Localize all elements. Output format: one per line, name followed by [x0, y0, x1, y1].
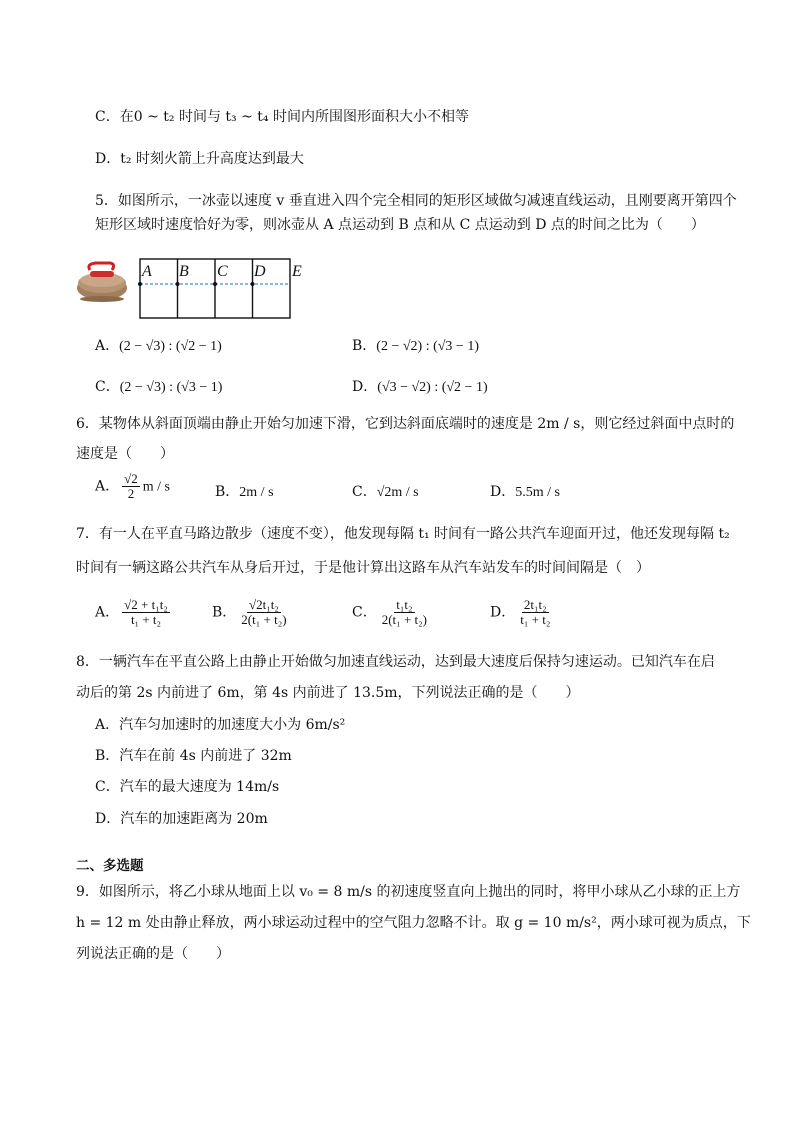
q7-stem-line2: 时间有一辆这路公共汽车从身后开过，于是他计算出这路车从汽车站发车的时间间隔是（ ） — [76, 560, 650, 576]
numerator: √2 — [124, 471, 138, 486]
option-letter: B． — [215, 484, 240, 500]
point-label-e: E — [292, 263, 302, 280]
option-letter: C． — [352, 484, 377, 500]
q7-option-c — [352, 598, 432, 627]
q8-stem-line1: 8．一辆汽车在平直公路上由静止开始做匀加速直线运动，达到最大速度后保持匀速运动。已知汽车在启 — [76, 654, 715, 670]
option-letter: C． — [95, 379, 120, 395]
point-label-a: A — [142, 263, 152, 280]
section-heading: 二、多选题 — [76, 858, 144, 874]
option-text: 汽车在前 4s 内前进了 32m — [119, 748, 292, 764]
q6-stem-line2: 速度是（ ） — [76, 446, 174, 462]
q8-option-d — [95, 809, 268, 829]
q8-option-c — [95, 777, 279, 797]
q5-figure — [76, 258, 316, 320]
rectangles-diagram — [76, 258, 316, 320]
option-expr: (2 − √2) : (√3 − 1) — [376, 339, 479, 354]
q6-option-c — [352, 481, 419, 504]
q6-option-a — [95, 472, 170, 501]
numerator: √2t₁t₂ — [248, 597, 279, 612]
option-expr: (2 − √3) : (√3 − 1) — [119, 380, 223, 395]
denominator: 2 — [127, 486, 135, 501]
fraction — [518, 598, 552, 627]
option-text: 在0 ~ t₂ 时间与 t₃ ~ t₄ 时间内所围图形面积大小不相等 — [119, 109, 469, 125]
q7-stem-line1: 7．有一人在平直马路边散步（速度不变），他发现每隔 t₁ 时间有一路公共汽车迎面开过，他还发现每隔 t₂ — [76, 526, 730, 542]
fraction — [239, 598, 288, 627]
option-expr: (√3 − √2) : (√2 − 1) — [377, 380, 488, 395]
q6-option-b — [215, 481, 274, 504]
option-letter: C． — [352, 604, 377, 621]
q5-option-a — [95, 335, 222, 358]
fraction — [122, 598, 170, 627]
option-expr: 5.5m / s — [515, 485, 560, 500]
option-text: 汽车匀加速时的加速度大小为 6m/s² — [119, 717, 346, 733]
point-label-d: D — [254, 263, 266, 280]
numerator: t₁t₂ — [396, 597, 413, 612]
option-letter: D． — [95, 811, 121, 827]
q9-stem-line2: h = 12 m 处由静止释放，两小球运动过程中的空气阻力忽略不计。取 g = 10 m/s²，两小球可视为质点，下 — [76, 915, 751, 931]
point-label-c: C — [217, 263, 228, 280]
unit: m / s — [142, 479, 170, 495]
denominator: t₁ + t₂ — [520, 612, 551, 627]
q7-option-a — [95, 598, 173, 627]
q7-option-b — [212, 598, 292, 627]
option-letter: D． — [95, 151, 121, 167]
denominator: 2(t₁ + t₂) — [241, 612, 287, 627]
fraction — [122, 472, 140, 501]
q8-option-a — [95, 715, 345, 735]
option-text: 汽车的最大速度为 14m/s — [119, 779, 280, 795]
q9-stem-line1: 9．如图所示，将乙小球从地面上以 v₀ = 8 m/s 的初速度竖直向上抛出的同时，将甲小球从乙小球的正上方 — [76, 884, 741, 900]
q5-option-c — [95, 376, 222, 399]
option-text: 汽车的加速距离为 20m — [120, 811, 268, 827]
q5-option-b — [352, 335, 479, 358]
option-letter: A． — [95, 338, 120, 354]
q4-option-c — [95, 107, 469, 127]
point-label-b: B — [179, 263, 189, 280]
option-letter: B． — [212, 604, 237, 621]
q5-stem-line2: 矩形区域时速度恰好为零，则冰壶从 A 点运动到 B 点和从 C 点运动到 D 点的时间之比为（ ） — [95, 217, 705, 233]
option-letter: A． — [95, 604, 120, 621]
q6-stem-line1: 6．某物体从斜面顶端由静止开始匀加速下滑，它到达斜面底端时的速度是 2m / s，则它经过斜面中点时的 — [76, 416, 735, 432]
option-expr: √2m / s — [376, 485, 419, 500]
q5-option-d — [352, 376, 488, 399]
option-letter: B． — [95, 748, 120, 764]
option-letter: D． — [490, 484, 516, 500]
option-letter: C． — [95, 779, 120, 795]
q8-stem-line2: 动后的第 2s 内前进了 6m，第 4s 内前进了 13.5m，下列说法正确的是（ ） — [76, 685, 580, 701]
q6-option-d — [490, 481, 560, 504]
curling-stone-icon — [77, 263, 127, 302]
q7-option-d — [490, 598, 555, 627]
option-text: t₂ 时刻火箭上升高度达到最大 — [120, 151, 304, 167]
option-letter: D． — [352, 379, 378, 395]
numerator: 2t₁t₂ — [523, 597, 547, 612]
fraction — [380, 598, 429, 627]
denominator: t₁ + t₂ — [130, 612, 162, 627]
q9-stem-line3: 列说法正确的是（ ） — [76, 946, 230, 962]
q5-stem-line1: 5．如图所示，一冰壶以速度 v 垂直进入四个完全相同的矩形区域做匀减速直线运动，且刚要离开第四个 — [95, 193, 737, 209]
q8-option-b — [95, 746, 292, 766]
q4-option-d — [95, 149, 304, 169]
option-letter: B． — [352, 338, 377, 354]
option-letter: A． — [95, 478, 120, 495]
option-expr: 2m / s — [239, 485, 274, 500]
option-letter: C． — [95, 109, 120, 125]
option-expr: (2 − √3) : (√2 − 1) — [119, 339, 222, 354]
option-letter: A． — [95, 717, 120, 733]
option-letter: D． — [490, 604, 516, 621]
numerator: √2 + t₁t₂ — [124, 597, 168, 612]
denominator: 2(t₁ + t₂) — [381, 612, 427, 627]
